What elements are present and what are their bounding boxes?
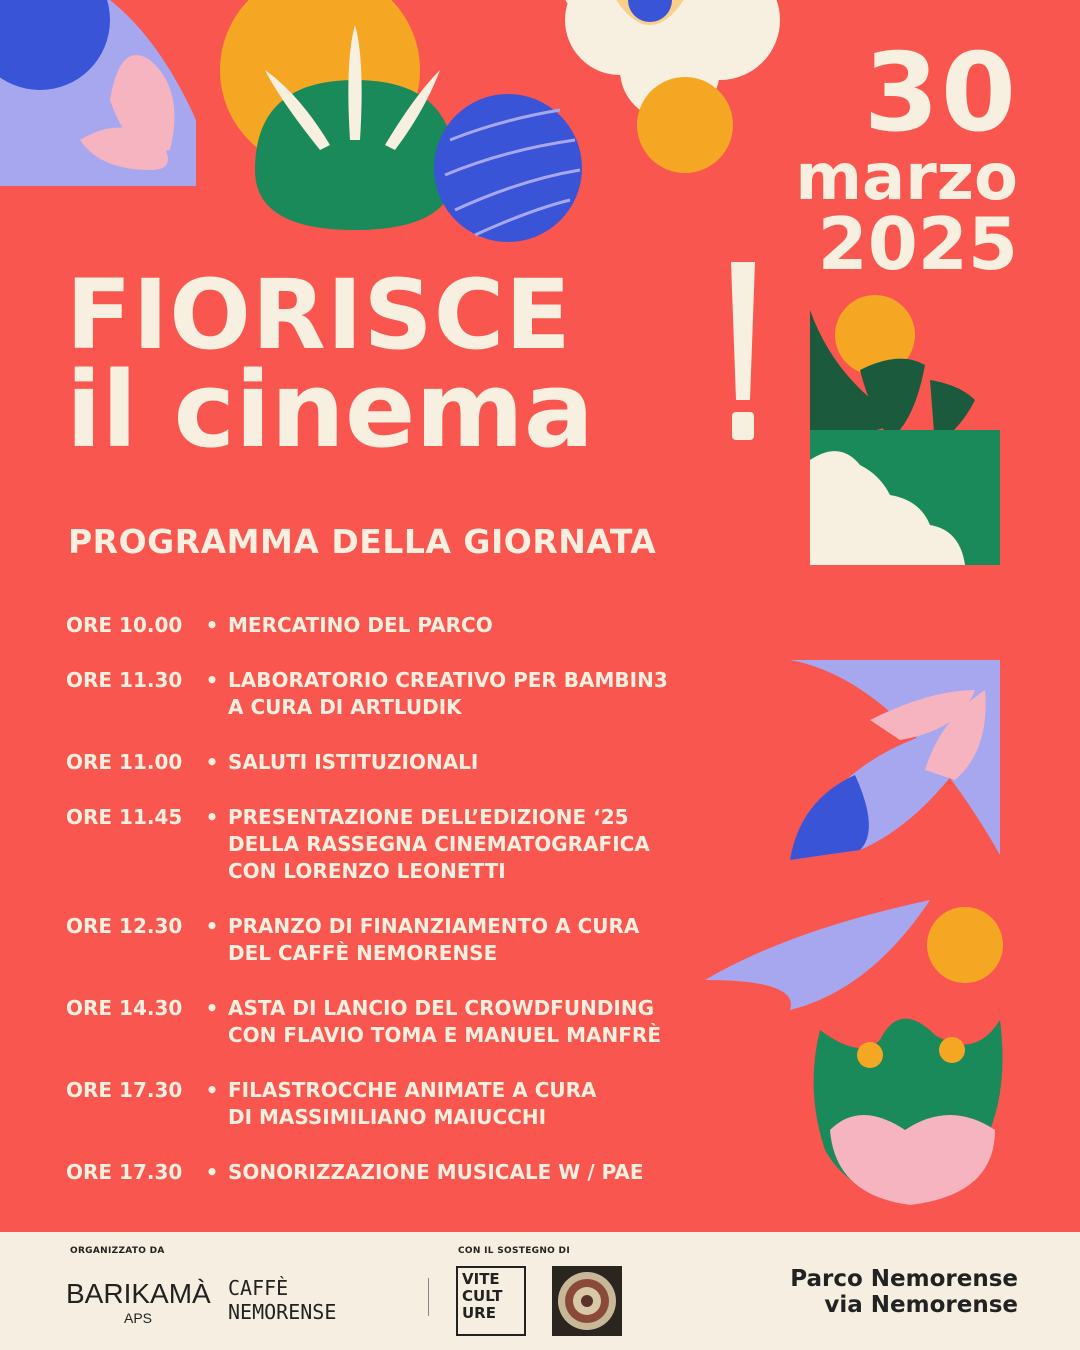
schedule-item xyxy=(66,913,766,967)
venue-address: via Nemorense xyxy=(824,1292,1018,1318)
venue-info xyxy=(790,1266,1018,1318)
schedule-item xyxy=(66,612,766,639)
barikama-logo: BARIKAMÀ xyxy=(66,1278,211,1309)
exclamation-mark-icon xyxy=(728,262,758,442)
caffe-logo-line-2: NEMORENSE xyxy=(228,1300,337,1324)
schedule-event: SALUTI ISTITUZIONALI xyxy=(228,750,479,774)
schedule-time: ORE 11.00 xyxy=(66,750,183,774)
yellow-dot-shape xyxy=(857,1042,883,1068)
caffe-nemorense-logo xyxy=(228,1276,336,1324)
program-subtitle: PROGRAMMA DELLA GIORNATA xyxy=(68,522,657,561)
schedule-event: LABORATORIO CREATIVO PER BAMBIN3 A CURA DI ARTLUDIK xyxy=(228,668,668,719)
bullet-icon: • xyxy=(205,914,219,938)
schedule-event: PRESENTAZIONE DELL’EDIZIONE ‘25 DELLA RASSEGNA CINEMATOGRAFICA CON LORENZO LEONETTI xyxy=(228,805,650,883)
schedule-time: ORE 17.30 xyxy=(66,1078,183,1102)
schedule-item xyxy=(66,995,766,1049)
caffe-logo-line-1: CAFFÈ xyxy=(228,1276,289,1300)
title-line-2: il cinema xyxy=(66,349,594,472)
bullet-icon: • xyxy=(205,805,219,829)
schedule-item xyxy=(66,749,766,776)
schedule-event: MERCATINO DEL PARCO xyxy=(228,613,493,637)
schedule-time: ORE 14.30 xyxy=(66,996,183,1020)
schedule-item xyxy=(66,667,766,721)
yellow-dot-shape xyxy=(939,1037,965,1063)
schedule-time: ORE 11.30 xyxy=(66,668,183,692)
schedule-item xyxy=(66,1077,766,1131)
schedule-event: FILASTROCCHE ANIMATE A CURA DI MASSIMILIANO MAIUCCHI xyxy=(228,1078,597,1129)
date-month: marzo xyxy=(795,141,1018,215)
schedule-event: SONORIZZAZIONE MUSICALE W / PAE xyxy=(228,1160,644,1184)
schedule-time: ORE 10.00 xyxy=(66,613,183,637)
footer-divider xyxy=(428,1278,429,1316)
schedule-time: ORE 12.30 xyxy=(66,914,183,938)
schedule-time: ORE 17.30 xyxy=(66,1160,183,1184)
date-day: 30 xyxy=(863,31,1018,156)
bullet-icon: • xyxy=(205,613,219,637)
event-title xyxy=(66,259,594,472)
vite-culture-logo: VITE CULT URE xyxy=(456,1266,526,1336)
pink-tulip-base xyxy=(830,1115,995,1205)
bullet-icon: • xyxy=(205,668,219,692)
mosaic-seal-logo xyxy=(552,1266,622,1336)
support-label: CON IL SOSTEGNO DI xyxy=(458,1246,570,1256)
bullet-icon: • xyxy=(205,1160,219,1184)
blue-quarter-shape xyxy=(790,775,869,860)
barikama-aps-label: APS xyxy=(124,1310,153,1326)
schedule-event: PRANZO DI FINANZIAMENTO A CURA DEL CAFFÈ NEMORENSE xyxy=(228,914,640,965)
footer-bar xyxy=(0,1232,1080,1350)
schedule-item xyxy=(66,804,766,885)
event-date xyxy=(795,31,1018,286)
title-line-1: FIORISCE xyxy=(66,259,572,371)
bullet-icon: • xyxy=(205,1078,219,1102)
schedule-time: ORE 11.45 xyxy=(66,805,183,829)
yellow-dot-shape xyxy=(637,77,733,173)
organized-by-label: ORGANIZZATO DA xyxy=(70,1246,165,1256)
schedule-item xyxy=(66,1159,766,1186)
bullet-icon: • xyxy=(205,996,219,1020)
venue-name: Parco Nemorense xyxy=(790,1266,1018,1292)
bullet-icon: • xyxy=(205,750,219,774)
schedule-list xyxy=(66,612,766,1214)
schedule-event: ASTA DI LANCIO DEL CROWDFUNDING CON FLAVIO TOMA E MANUEL MANFRÈ xyxy=(228,996,661,1047)
date-year: 2025 xyxy=(817,202,1018,286)
yellow-dot-shape xyxy=(927,907,1003,983)
